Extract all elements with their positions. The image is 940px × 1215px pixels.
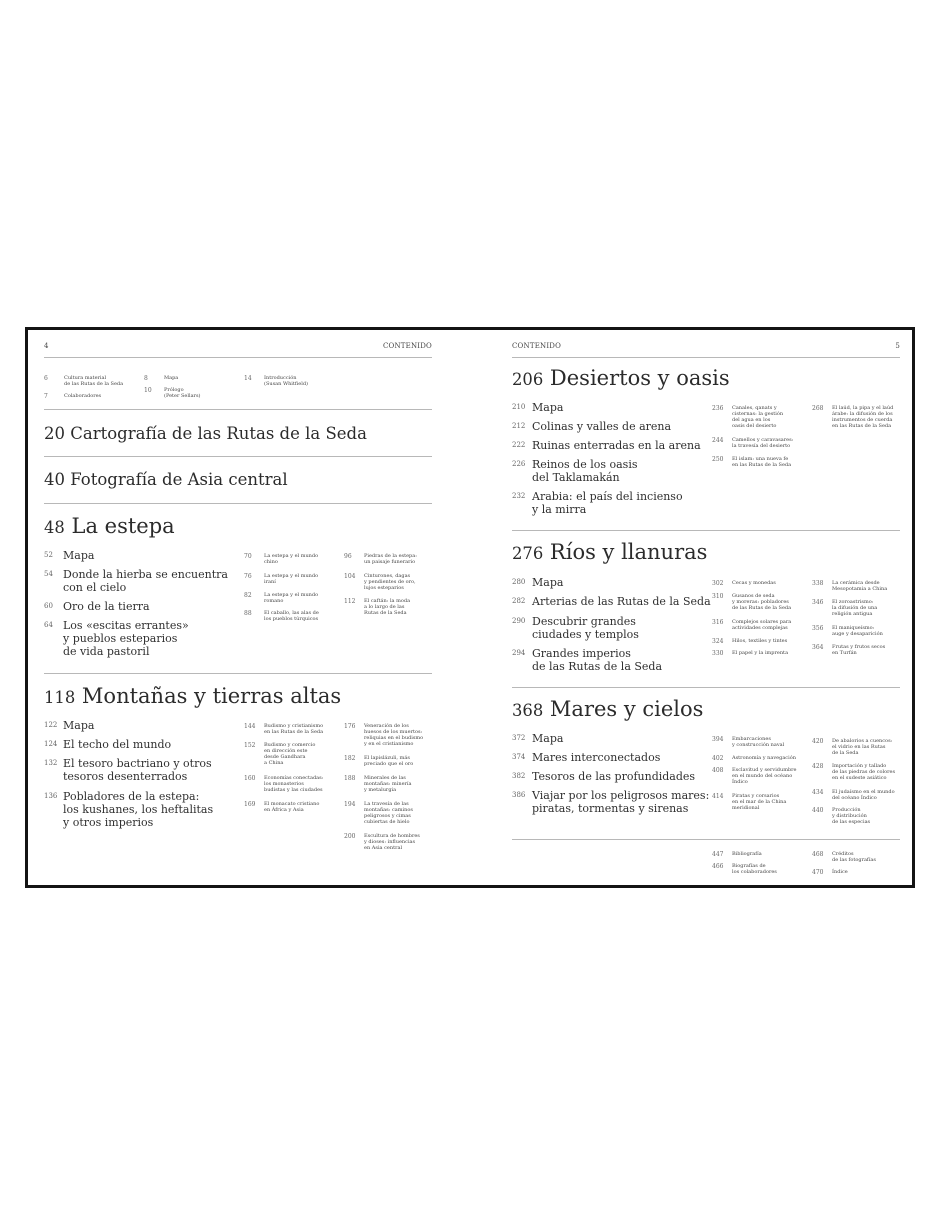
toc-entry[interactable]: 394 Embarcaciones y construcción naval [712, 736, 785, 748]
toc-entry[interactable]: 104 Cinturones, dagas y pendientes de oro, lujos esteparios [344, 573, 416, 591]
divider [44, 456, 432, 457]
toc-entry[interactable]: 160 Economías conectadas: los monasterios budistas y las ciudades [244, 775, 324, 793]
toc-entry[interactable]: 188 Minerales de las montañas: minería y metalurgia [344, 775, 412, 793]
toc-entry[interactable]: 76 La estepa y el mundo iraní [244, 573, 319, 585]
toc-entry[interactable]: 408 Esclavitud y servidumbre en el mundo del océano Índico [712, 767, 797, 785]
toc-entry[interactable]: 10 Prólogo (Peter Sellars) [144, 387, 201, 399]
toc-entry[interactable]: 372 Mapa [512, 732, 564, 745]
toc-entry[interactable]: 132 El tesoro bactriano y otros tesoros desenterrados [44, 757, 212, 783]
section-title-cartografia[interactable]: 20 Cartografía de las Rutas de la Seda [44, 424, 367, 443]
running-head-label: CONTENIDO [382, 342, 432, 350]
toc-entry[interactable]: 6 Cultura material de las Rutas de la Seda [44, 375, 124, 387]
toc-entry[interactable]: 210 Mapa [512, 401, 564, 414]
toc-entry[interactable]: 402 Astronomía y navegación [712, 755, 796, 762]
divider [44, 409, 432, 410]
toc-entry[interactable]: 346 El zoroastrismo: la difusión de una religión antigua [812, 599, 878, 617]
page-number: 5 [895, 342, 900, 350]
page-number: 4 [44, 342, 49, 350]
toc-entry[interactable]: 7 Colaboradores [44, 393, 102, 400]
toc-entry[interactable]: 386 Viajar por los peligrosos mares: piratas, tormentas y sirenas [512, 789, 710, 815]
toc-entry[interactable]: 330 El papel y la imprenta [712, 650, 789, 657]
toc-entry[interactable]: 176 Veneración de los huesos de los muertos: reliquias en el budismo y en el cristianismo [344, 723, 424, 747]
toc-entry[interactable]: 434 El judaísmo en el mundo del océano Índico [812, 789, 895, 801]
toc-entry[interactable]: 290 Descubrir grandes ciudades y templos [512, 615, 639, 641]
toc-entry[interactable]: 364 Frutas y frutos secos en Turfán [812, 644, 886, 656]
toc-entry[interactable]: 447 Bibliografía [712, 851, 762, 858]
toc-entry[interactable]: 112 El caftán: la moda a lo largo de las Rutas de la Seda [344, 598, 411, 616]
toc-entry[interactable]: 60 Oro de la tierra [44, 600, 150, 613]
toc-entry[interactable]: 182 El lapislázuli, más preciado que el oro [344, 755, 414, 767]
toc-entry[interactable]: 440 Producción y distribución de las especias [812, 807, 871, 825]
toc-entry[interactable]: 70 La estepa y el mundo chino [244, 553, 319, 565]
divider [44, 503, 432, 504]
toc-entry[interactable]: 14 Introducción (Susan Whitfield) [244, 375, 308, 387]
toc-entry[interactable]: 52 Mapa [44, 549, 95, 562]
toc-entry[interactable]: 282 Arterias de las Rutas de la Seda [512, 595, 711, 608]
toc-entry[interactable]: 294 Grandes imperios de las Rutas de la Seda [512, 647, 663, 673]
toc-entry[interactable]: 212 Colinas y valles de arena [512, 420, 672, 433]
section-title-montanas[interactable]: 118 Montañas y tierras altas [44, 684, 342, 708]
toc-entry[interactable]: 468 Créditos de las fotografías [812, 851, 876, 863]
toc-entry[interactable]: 280 Mapa [512, 576, 564, 589]
divider [512, 357, 900, 358]
toc-entry[interactable]: 316 Complejos solares para actividades complejas [712, 619, 792, 631]
toc-entry[interactable]: 222 Ruinas enterradas en la arena [512, 439, 701, 452]
toc-entry[interactable]: 124 El techo del mundo [44, 738, 172, 751]
toc-entry[interactable]: 356 El maniqueísmo: auge y desaparición [812, 625, 883, 637]
toc-entry[interactable]: 268 El laúd, la pipa y el laúd árabe: la difusión de los instrumentos de cuerda en las Rutas de la Seda [812, 405, 894, 429]
toc-entry[interactable]: 374 Mares interconectados [512, 751, 661, 764]
toc-entry[interactable]: 420 De abalorios a cuencos: el vidrio en las Rutas de la Seda [812, 738, 893, 756]
divider [44, 673, 432, 674]
toc-entry[interactable]: 470 Índice [812, 869, 848, 876]
toc-entry[interactable]: 232 Arabia: el país del incienso y la mirra [512, 490, 683, 516]
toc-entry[interactable]: 236 Canales, qanats y cisternas: la gestión del agua en los oasis del desierto [712, 405, 784, 429]
toc-entry[interactable]: 414 Piratas y corsarios en el mar de la China meridional [712, 793, 787, 811]
section-title-fotografia[interactable]: 40 Fotografía de Asia central [44, 470, 288, 489]
toc-entry[interactable]: 8 Mapa [144, 375, 179, 382]
toc-entry[interactable]: 169 El monacato cristiano en África y Asia [244, 801, 320, 813]
toc-entry[interactable]: 122 Mapa [44, 719, 95, 732]
divider [512, 839, 900, 840]
toc-entry[interactable]: 324 Hilos, textiles y tintes [712, 638, 788, 645]
toc-entry[interactable]: 226 Reinos de los oasis del Taklamakán [512, 458, 638, 484]
right-page [512, 330, 900, 885]
left-page [44, 330, 432, 885]
toc-entry[interactable]: 96 Piedras de la estepa: un paisaje funerario [344, 553, 417, 565]
toc-entry[interactable]: 136 Pobladores de la estepa: los kushanes, los heftalitas y otros imperios [44, 790, 214, 829]
running-head-label: CONTENIDO [512, 342, 562, 350]
toc-entry[interactable]: 302 Cecas y monedas [712, 580, 776, 587]
divider [512, 530, 900, 531]
toc-entry[interactable]: 338 La cerámica desde Mesopotamia a China [812, 580, 888, 592]
toc-entry[interactable]: 194 La travesía de las montañas: caminos peligrosos y cimas cubiertas de hielo [344, 801, 413, 825]
toc-entry[interactable]: 152 Budismo y comercio en dirección este desde Gandhara a China [244, 742, 316, 766]
toc-entry[interactable]: 310 Gusanos de seda y moreras: pobladores de las Rutas de la Seda [712, 593, 792, 611]
section-title-rios[interactable]: 276 Ríos y llanuras [512, 540, 708, 564]
toc-entry[interactable]: 382 Tesoros de las profundidades [512, 770, 696, 783]
toc-entry[interactable]: 82 La estepa y el mundo romano [244, 592, 319, 604]
section-title-mares[interactable]: 368 Mares y cielos [512, 697, 704, 721]
toc-entry[interactable]: 428 Importación y tallado de las piedras de colores en el sudeste asiático [812, 763, 896, 781]
toc-entry[interactable]: 200 Escultura de hombres y dioses: influencias en Asia central [344, 833, 420, 851]
toc-entry[interactable]: 466 Biografías de los colaboradores [712, 863, 777, 875]
toc-entry[interactable]: 64 Los «escitas errantes» y pueblos esteparios de vida pastoril [44, 619, 189, 658]
divider [512, 687, 900, 688]
toc-entry[interactable]: 250 El islam: una nueva fe en las Rutas de la Seda [712, 456, 792, 468]
toc-entry[interactable]: 244 Camellos y caravasares: la travesía del desierto [712, 437, 794, 449]
section-title-estepa[interactable]: 48 La estepa [44, 514, 175, 538]
toc-entry[interactable]: 88 El caballo, las alas de los pueblos túrquicos [244, 610, 319, 622]
divider [44, 357, 432, 358]
toc-entry[interactable]: 54 Donde la hierba se encuentra con el cielo [44, 568, 228, 594]
toc-entry[interactable]: 144 Budismo y cristianismo en las Rutas de la Seda [244, 723, 324, 735]
book-spread [25, 327, 915, 888]
section-title-desiertos[interactable]: 206 Desiertos y oasis [512, 366, 730, 390]
